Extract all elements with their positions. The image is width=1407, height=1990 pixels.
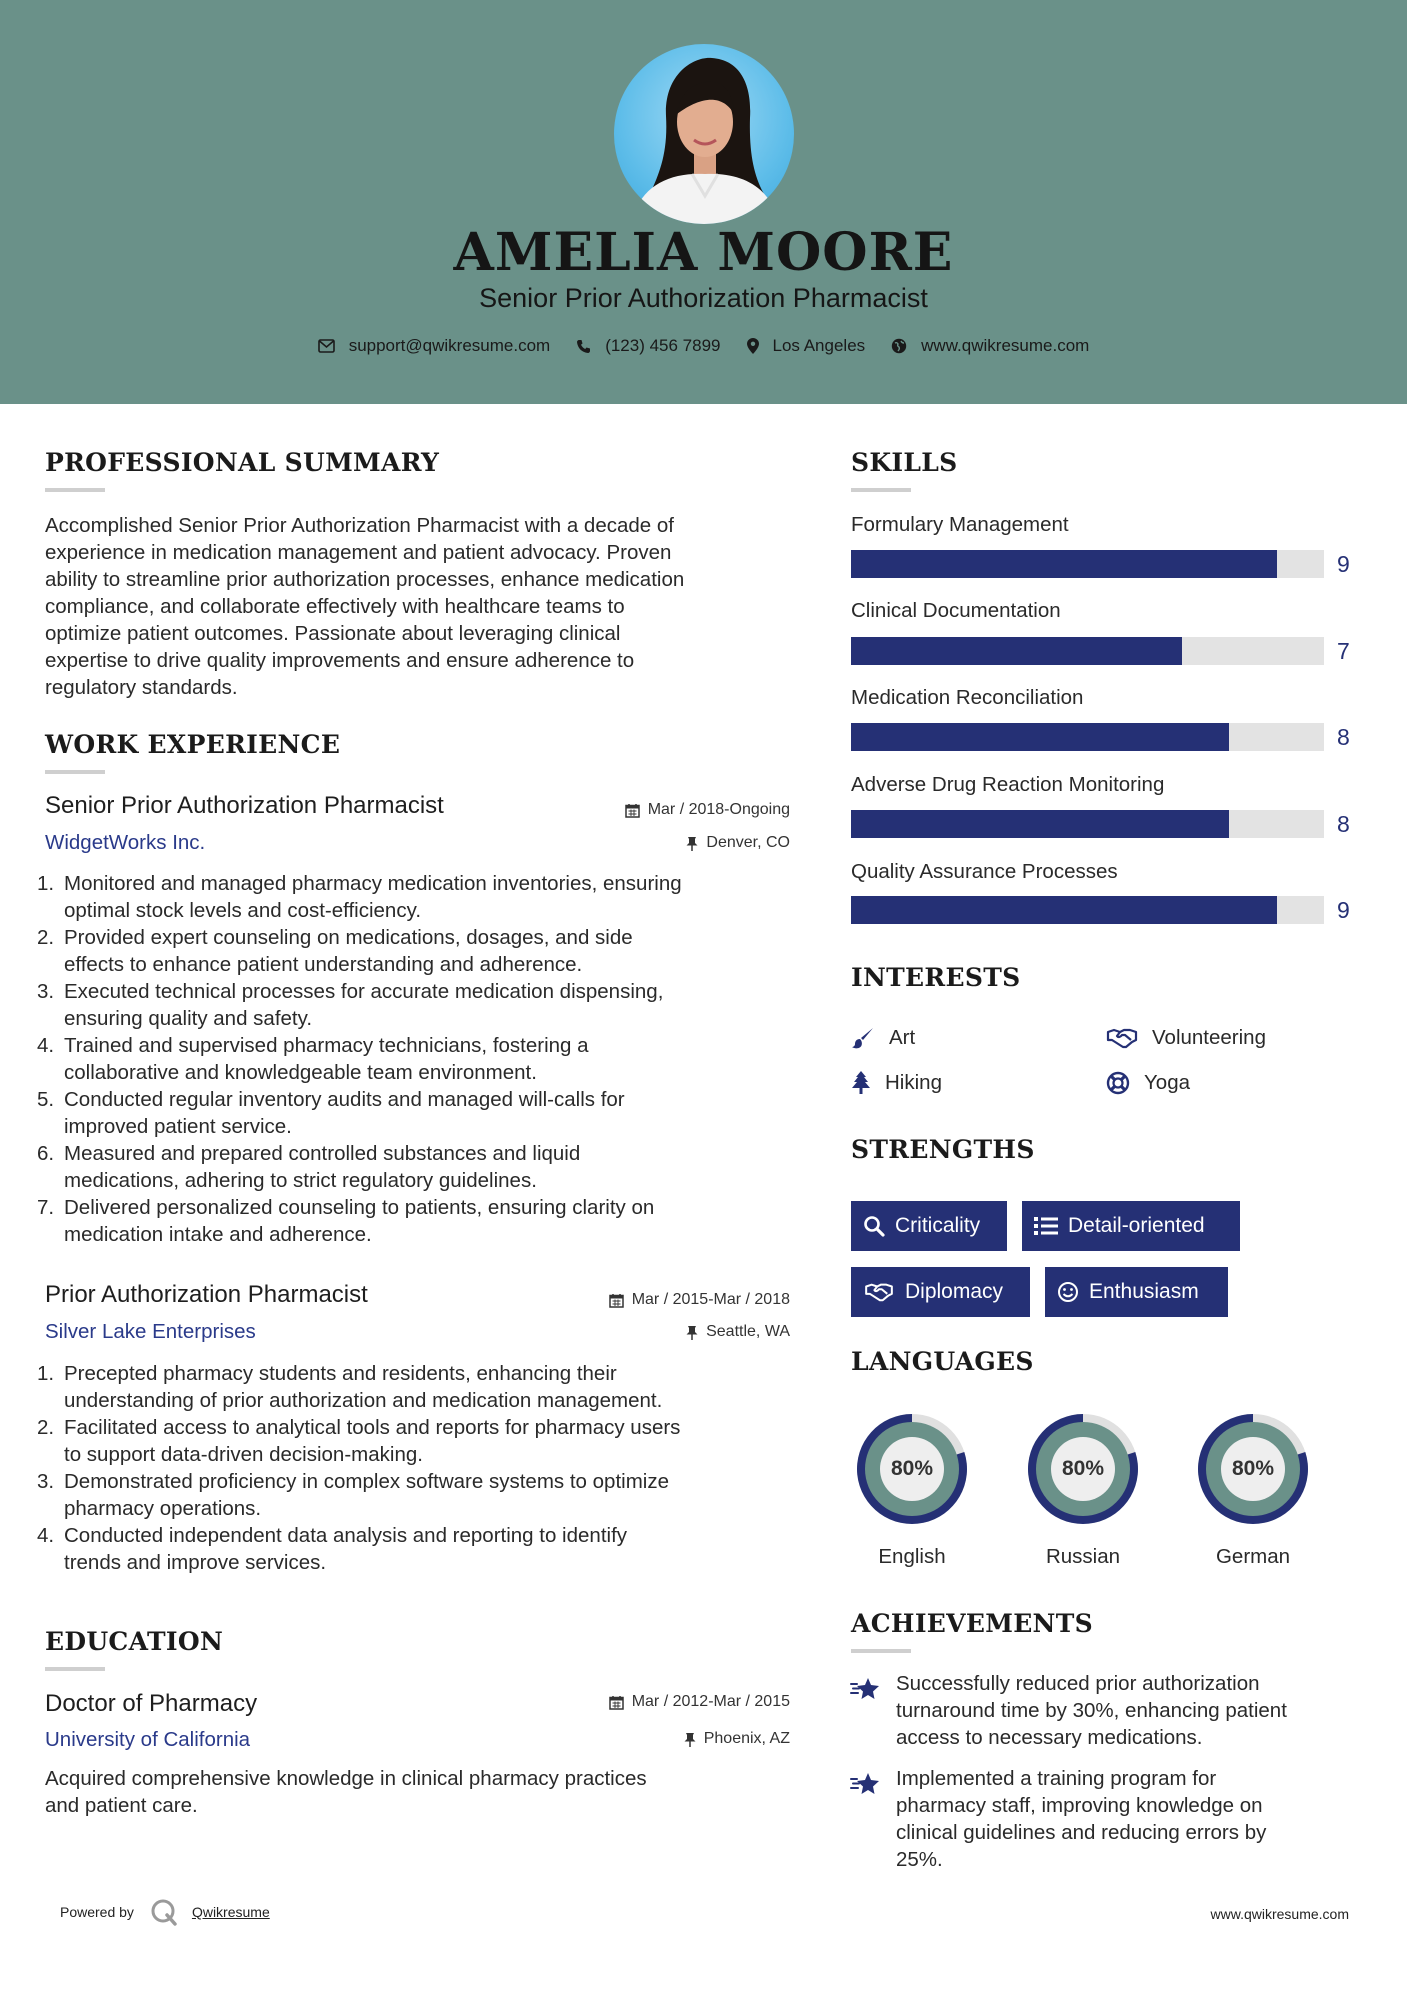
list-number: 5. [37, 1088, 55, 1111]
person-portrait-icon [614, 44, 794, 224]
job-title: Prior Authorization Pharmacist [45, 1281, 368, 1308]
qwikresume-logo-icon [150, 1898, 178, 1926]
strength-tag-detail-oriented [1022, 1201, 1240, 1251]
skill-bar [851, 637, 1324, 665]
education-dates [609, 1693, 790, 1711]
education-divider [45, 1667, 105, 1671]
job-dates [609, 1291, 790, 1309]
lifebuoy-icon [1106, 1071, 1130, 1095]
qwikresume-link[interactable]: Qwikresume [191, 1904, 270, 1920]
contact-email[interactable] [318, 336, 551, 356]
list-item [37, 870, 820, 924]
job-location-text: Seattle, WA [706, 1323, 790, 1340]
star-badge-icon [850, 1770, 882, 1798]
achievement-line: Successfully reduced prior authorization [896, 1672, 1260, 1695]
contact-location-text: Los Angeles [772, 336, 866, 355]
achievements-divider [851, 1649, 911, 1653]
interest-label: Hiking [885, 1071, 942, 1094]
skill-label: Quality Assurance Processes [851, 860, 1118, 883]
list-number: 7. [37, 1196, 55, 1219]
skill-bar [851, 723, 1324, 751]
list-item [37, 1360, 835, 1414]
list-item [37, 1032, 820, 1086]
handshake-icon [863, 1281, 895, 1303]
language-english [850, 1407, 974, 1569]
summary-line: experience in medication management and patient advocacy. Proven [45, 541, 672, 564]
skill-bar [851, 550, 1324, 578]
achievement-line: pharmacy staff, improving knowledge on [896, 1794, 1263, 1817]
list-text: pharmacy operations. [64, 1497, 262, 1520]
smile-icon [1057, 1281, 1079, 1303]
list-text: understanding of prior authorization and medication management. [64, 1389, 663, 1412]
experience-heading: WORK EXPERIENCE [45, 730, 341, 759]
education-description [45, 1765, 815, 1819]
list-text: Monitored and managed pharmacy medication inventories, ensuring [64, 872, 682, 895]
list-text: trends and improve services. [64, 1551, 327, 1574]
job-dates-text: Mar / 2015-Mar / 2018 [631, 1291, 790, 1308]
language-name: English [878, 1545, 946, 1568]
language-percent: 80% [1231, 1457, 1275, 1480]
list-number: 4. [37, 1524, 55, 1547]
contact-phone-text: (123) 456 7899 [605, 336, 721, 355]
pushpin-icon [686, 1325, 698, 1340]
list-item [37, 924, 820, 978]
strength-label: Criticality [895, 1214, 981, 1237]
interest-hiking [851, 1071, 942, 1095]
skill-label: Formulary Management [851, 513, 1069, 536]
list-text: Measured and prepared controlled substances and liquid [64, 1142, 581, 1165]
skill-score: 9 [1337, 551, 1350, 577]
summary-heading: PROFESSIONAL SUMMARY [45, 448, 440, 477]
strength-tag-criticality [851, 1201, 1007, 1251]
education-location-text: Phoenix, AZ [703, 1730, 790, 1747]
summary-line: optimize patient outcomes. Passionate about leveraging clinical [45, 622, 621, 645]
list-text: Conducted independent data analysis and reporting to identify [64, 1524, 628, 1547]
list-item [37, 1468, 835, 1522]
footer-website[interactable]: www.qwikresume.com [1210, 1906, 1349, 1922]
list-text: Precepted pharmacy students and residents, enhancing their [64, 1362, 617, 1385]
handshake-icon [1106, 1026, 1138, 1050]
skill-bar-fill [851, 637, 1182, 665]
envelope-icon [318, 339, 335, 353]
language-ring [1191, 1407, 1315, 1531]
skill-score: 7 [1337, 638, 1350, 664]
job-duties-list [37, 1360, 835, 1576]
summary-text [45, 512, 815, 701]
strength-label: Diplomacy [905, 1280, 1004, 1303]
achievement-line: turnaround time by 30%, enhancing patient [896, 1699, 1287, 1722]
skill-bar-fill [851, 550, 1277, 578]
profile-photo [614, 44, 794, 224]
list-text: Executed technical processes for accurate medication dispensing, [64, 980, 664, 1003]
contact-phone[interactable] [576, 336, 720, 356]
job-dates-text: Mar / 2018-Ongoing [647, 801, 790, 818]
summary-line: expertise to drive quality improvements and ensure adherence to [45, 649, 635, 672]
list-number: 1. [37, 872, 55, 895]
summary-divider [45, 488, 105, 492]
list-text: effects to enhance patient understanding and adherence. [64, 953, 583, 976]
achievement-line: 25%. [896, 1848, 943, 1871]
achievement-item [896, 1765, 1376, 1873]
contact-location [747, 336, 866, 356]
achievement-icon [850, 1770, 882, 1803]
candidate-name: AMELIA MOORE [453, 222, 954, 283]
interest-label: Art [889, 1026, 916, 1049]
languages-heading: LANGUAGES [851, 1347, 1034, 1376]
strength-tag-diplomacy [851, 1267, 1030, 1317]
language-percent: 80% [890, 1457, 934, 1480]
education-location [684, 1730, 790, 1748]
search-icon [863, 1215, 885, 1237]
phone-icon [576, 339, 591, 354]
candidate-title: Senior Prior Authorization Pharmacist [479, 283, 928, 313]
achievement-line: access to necessary medications. [896, 1726, 1203, 1749]
strength-label: Enthusiasm [1089, 1280, 1199, 1303]
header-banner [0, 0, 1407, 404]
list-item [37, 1414, 835, 1468]
list-text: improved patient service. [64, 1115, 292, 1138]
skill-bar-fill [851, 896, 1277, 924]
list-text: ensuring quality and safety. [64, 1007, 313, 1030]
globe-icon [891, 338, 907, 354]
language-ring [1021, 1407, 1145, 1531]
job-dates [625, 801, 790, 819]
skill-score: 8 [1337, 724, 1350, 750]
contact-website-text: www.qwikresume.com [921, 336, 1090, 355]
pushpin-icon [684, 1732, 696, 1747]
skill-label: Medication Reconciliation [851, 686, 1084, 709]
contact-email-text: support@qwikresume.com [348, 336, 551, 355]
school-name[interactable]: University of California [45, 1728, 251, 1751]
company-name[interactable]: Silver Lake Enterprises [45, 1320, 256, 1343]
list-number: 1. [37, 1362, 55, 1385]
strength-label: Detail-oriented [1068, 1214, 1205, 1237]
list-text: medications, adhering to strict regulatory guidelines. [64, 1169, 537, 1192]
list-number: 3. [37, 1470, 55, 1493]
summary-line: Accomplished Senior Prior Authorization Pharmacist with a decade of [45, 514, 674, 537]
skill-label: Adverse Drug Reaction Monitoring [851, 773, 1165, 796]
achievements-heading: ACHIEVEMENTS [851, 1609, 1093, 1638]
footer-powered-by [60, 1898, 270, 1926]
interest-label: Yoga [1144, 1071, 1190, 1094]
language-percent: 80% [1061, 1457, 1105, 1480]
job-location [686, 834, 790, 852]
list-text: Provided expert counseling on medications, dosages, and side [64, 926, 633, 949]
summary-line: ability to streamline prior authorization processes, enhance medication [45, 568, 685, 591]
list-item [37, 1194, 820, 1248]
list-text: Demonstrated proficiency in complex software systems to optimize [64, 1470, 669, 1493]
list-text: medication intake and adherence. [64, 1223, 372, 1246]
list-text: optimal stock levels and cost-efficiency. [64, 899, 422, 922]
list-number: 3. [37, 980, 55, 1003]
summary-line: regulatory standards. [45, 676, 238, 699]
language-german [1191, 1407, 1315, 1569]
list-text: Trained and supervised pharmacy technicians, fostering a [64, 1034, 589, 1057]
contact-website[interactable] [891, 336, 1089, 356]
calendar-icon [609, 1293, 624, 1308]
education-heading: EDUCATION [45, 1627, 224, 1656]
achievement-line: Implemented a training program for [896, 1767, 1217, 1790]
skill-bar-fill [851, 810, 1229, 838]
list-text: Delivered personalized counseling to patients, ensuring clarity on [64, 1196, 655, 1219]
experience-divider [45, 770, 105, 774]
list-item [37, 978, 820, 1032]
achievement-icon [850, 1675, 882, 1708]
list-text: to support data-driven decision-making. [64, 1443, 423, 1466]
interest-volunteering [1106, 1026, 1266, 1050]
language-name: German [1215, 1545, 1291, 1568]
list-number: 4. [37, 1034, 55, 1057]
language-name: Russian [1045, 1545, 1121, 1568]
list-text: collaborative and knowledgeable team environment. [64, 1061, 537, 1084]
interest-label: Volunteering [1152, 1026, 1266, 1049]
list-text: Facilitated access to analytical tools and reports for pharmacy users [64, 1416, 681, 1439]
summary-line: compliance, and collaborate effectively with healthcare teams to [45, 595, 625, 618]
language-ring [850, 1407, 974, 1531]
pushpin-icon [686, 836, 698, 851]
strength-tag-enthusiasm [1045, 1267, 1228, 1317]
tree-icon [851, 1071, 871, 1095]
interest-yoga [1106, 1071, 1190, 1095]
list-number: 6. [37, 1142, 55, 1165]
skill-bar [851, 896, 1324, 924]
education-line: Acquired comprehensive knowledge in clinical pharmacy practices [45, 1767, 647, 1790]
list-item [37, 1140, 820, 1194]
calendar-icon [625, 803, 640, 818]
skill-label: Clinical Documentation [851, 599, 1061, 622]
education-dates-text: Mar / 2012-Mar / 2015 [631, 1693, 790, 1710]
skills-heading: SKILLS [851, 448, 958, 477]
language-russian [1021, 1407, 1145, 1569]
list-item [37, 1522, 835, 1576]
interests-heading: INTERESTS [851, 963, 1021, 992]
skill-score: 9 [1337, 897, 1350, 923]
job-duties-list [37, 870, 820, 1248]
powered-by-text: Powered by [60, 1904, 134, 1920]
company-name[interactable]: WidgetWorks Inc. [45, 831, 206, 854]
achievement-item [896, 1670, 1376, 1751]
calendar-icon [609, 1695, 624, 1710]
skill-bar [851, 810, 1324, 838]
skill-bar-fill [851, 723, 1229, 751]
skill-score: 8 [1337, 811, 1350, 837]
job-location [686, 1323, 790, 1341]
achievement-line: clinical guidelines and reducing errors by [896, 1821, 1267, 1844]
job-title: Senior Prior Authorization Pharmacist [45, 792, 444, 819]
interest-art [851, 1026, 915, 1050]
map-pin-icon [747, 338, 759, 354]
star-badge-icon [850, 1675, 882, 1703]
paintbrush-icon [851, 1026, 875, 1050]
job-location-text: Denver, CO [706, 834, 790, 851]
degree-title: Doctor of Pharmacy [45, 1690, 258, 1717]
list-number: 2. [37, 926, 55, 949]
strengths-heading: STRENGTHS [851, 1135, 1035, 1164]
list-number: 2. [37, 1416, 55, 1439]
list-text: Conducted regular inventory audits and managed will-calls for [64, 1088, 625, 1111]
skills-divider [851, 488, 911, 492]
list-icon [1034, 1216, 1058, 1236]
list-item [37, 1086, 820, 1140]
contact-bar [0, 336, 1407, 356]
education-line: and patient care. [45, 1794, 198, 1817]
